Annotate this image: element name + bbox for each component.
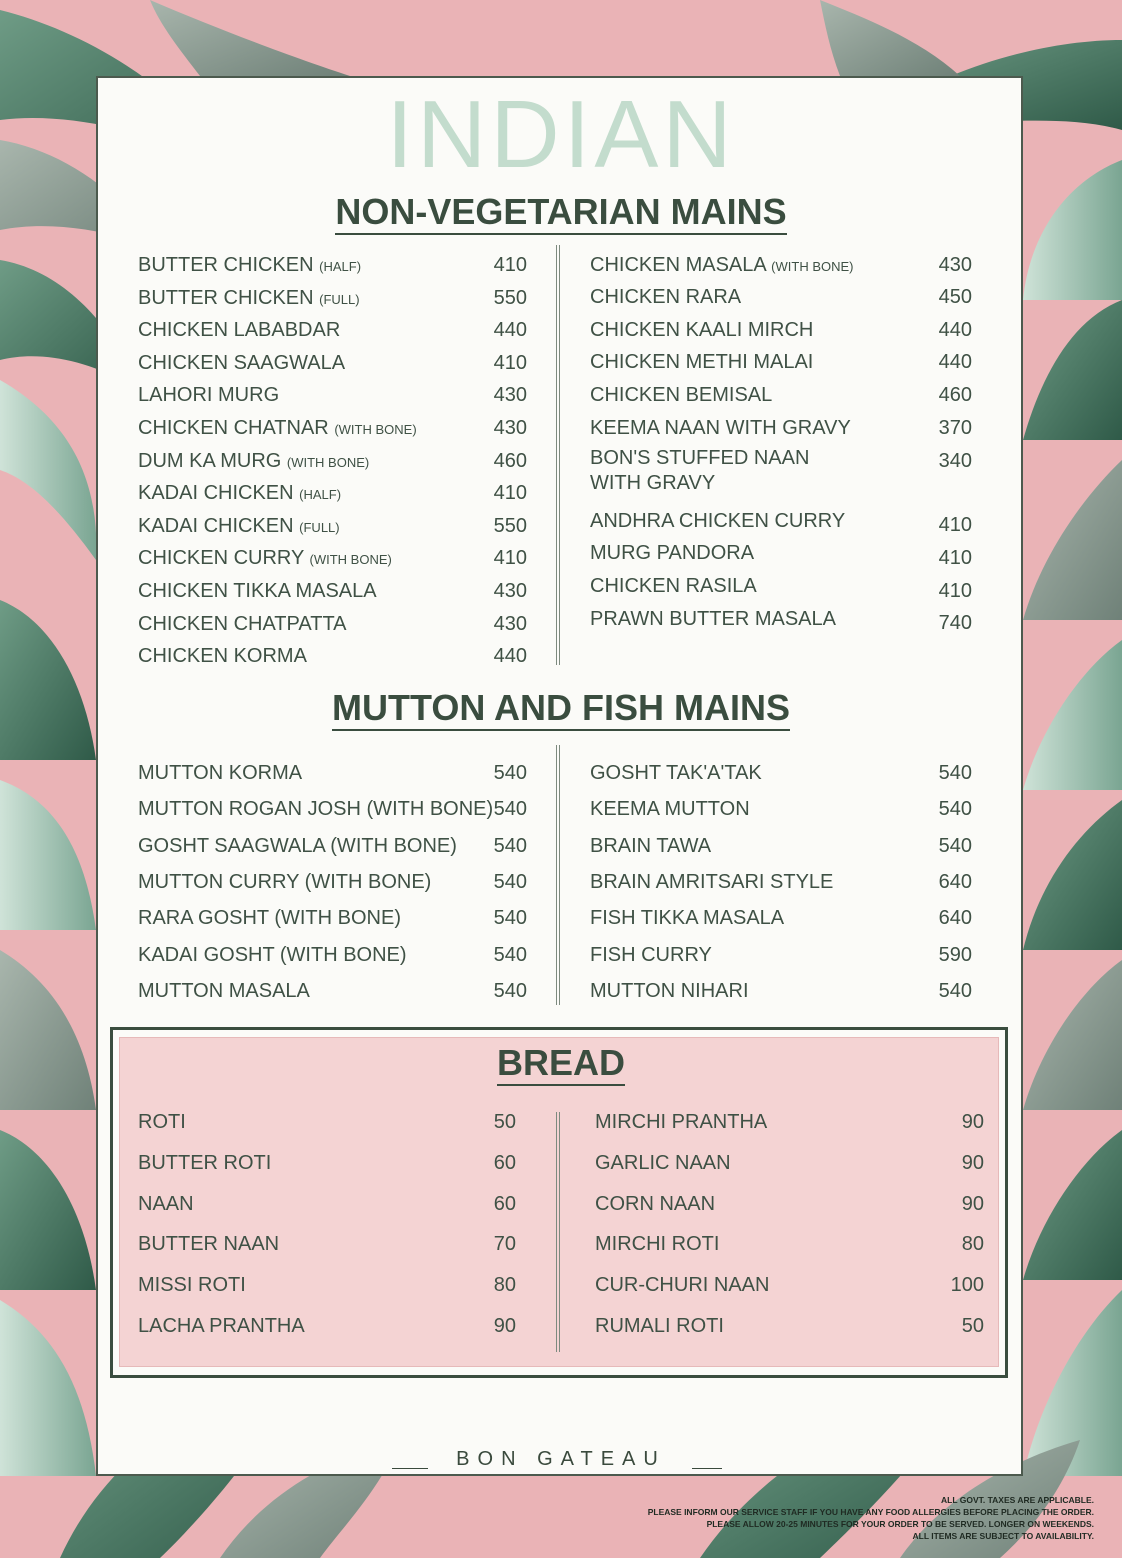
menu-item-label: BRAIN AMRITSARI STYLE	[590, 870, 834, 893]
menu-item-label: BRAIN TAWA	[590, 834, 712, 857]
menu-item-label: CUR-CHURI NAAN	[595, 1274, 770, 1297]
menu-item-price: 740	[938, 612, 972, 634]
menu-item-price: 430	[493, 580, 527, 602]
menu-item-price: 540	[938, 798, 972, 821]
menu-item-name	[590, 762, 762, 785]
menu-item-name	[595, 1233, 719, 1256]
menu-item-name	[138, 384, 279, 407]
menu-item-price: 370	[938, 417, 972, 439]
menu-item-name	[590, 351, 813, 374]
menu-item-label: BUTTER CHICKEN	[138, 254, 314, 276]
menu-item-price: 430	[493, 384, 527, 407]
menu-item-name	[590, 608, 836, 631]
menu-item-price: 410	[938, 547, 972, 569]
menu-item-price: 80	[493, 1274, 516, 1297]
menu-item-price: 440	[938, 319, 972, 341]
menu-item-name	[138, 980, 310, 1003]
heading-bread: BREAD	[0, 1042, 1122, 1084]
menu-item-note: (WITH BONE)	[771, 259, 854, 274]
menu-item-label: MISSI ROTI	[138, 1274, 246, 1297]
footer-line: PLEASE ALLOW 20-25 MINUTES FOR YOUR ORDER TO BE SERVED. LONGER ON WEEKENDS.	[706, 1519, 1094, 1529]
menu-item-label: RARA GOSHT (WITH BONE)	[138, 907, 401, 930]
menu-item-name	[590, 542, 754, 565]
menu-item-label: MUTTON KORMA	[138, 762, 303, 784]
menu-item-label: CHICKEN KAALI MIRCH	[590, 319, 814, 341]
menu-item-price: 460	[938, 384, 972, 406]
menu-item-label: MURG PANDORA	[590, 542, 755, 564]
menu-item-name	[590, 835, 711, 858]
menu-item-note: (HALF)	[299, 487, 342, 503]
menu-item-price: 540	[493, 798, 527, 821]
menu-item-price: 550	[493, 514, 527, 537]
menu-item-note: (FULL)	[319, 291, 360, 307]
menu-item-name	[138, 798, 493, 821]
menu-item-label: MUTTON ROGAN JOSH (WITH BONE)	[138, 798, 494, 821]
menu-item-price: 550	[493, 286, 527, 309]
menu-item-price: 100	[950, 1274, 984, 1297]
brand-name: BON GATEAU	[456, 1448, 666, 1470]
menu-item-label: BON'S STUFFED NAAN	[590, 447, 810, 469]
menu-item-label: LACHA PRANTHA	[138, 1315, 305, 1337]
menu-item-name	[138, 254, 361, 277]
menu-item-label: DUM KA MURG	[138, 449, 282, 472]
menu-item-label: LAHORI MURG	[138, 384, 280, 407]
menu-item-price: 640	[938, 907, 972, 930]
menu-item-label: CHICKEN LABABDAR	[138, 319, 341, 342]
menu-item-name	[590, 944, 712, 967]
menu-item-note: (WITH BONE)	[286, 454, 370, 470]
menu-item-name	[595, 1193, 715, 1216]
brand-rule-right	[692, 1468, 722, 1469]
menu-item-price: 90	[961, 1111, 984, 1133]
menu-item-price: 640	[938, 870, 972, 893]
menu-item-price: 540	[938, 834, 972, 857]
menu-item-label: BUTTER ROTI	[138, 1151, 272, 1174]
column-divider	[556, 1112, 560, 1352]
menu-item-name	[138, 1233, 279, 1256]
menu-item-price: 540	[493, 762, 527, 784]
menu-item-name	[138, 645, 307, 668]
menu-item-price: 430	[493, 417, 527, 439]
footer-line: ALL GOVT. TAXES ARE APPLICABLE.	[940, 1495, 1094, 1505]
column-divider	[556, 745, 560, 1005]
footer-line: PLEASE INFORM OUR SERVICE STAFF IF YOU HAVE ANY FOOD ALLERGIES BEFORE PLACING THE ORDER.	[647, 1507, 1094, 1517]
menu-item-name	[595, 1315, 724, 1338]
menu-item-price: 50	[493, 1111, 516, 1133]
menu-item-label: PRAWN BUTTER MASALA	[590, 608, 836, 630]
menu-item-label: CHICKEN MASALA	[590, 254, 766, 276]
menu-item-label: GOSHT SAAGWALA (WITH BONE)	[138, 834, 457, 857]
menu-item-label: BUTTER CHICKEN	[138, 286, 314, 309]
menu-item-label: CHICKEN CHATPATTA	[138, 612, 347, 635]
menu-item-label-line2: WITH GRAVY	[590, 472, 716, 494]
menu-item-label: MIRCHI ROTI	[595, 1233, 720, 1256]
menu-item-price: 440	[938, 351, 972, 373]
menu-item-label: CHICKEN METHI MALAI	[590, 351, 814, 373]
menu-item-price: 410	[493, 254, 527, 276]
menu-item-name	[590, 575, 757, 598]
menu-item-price: 60	[493, 1151, 516, 1174]
menu-item-note: (WITH BONE)	[309, 552, 392, 568]
menu-item-price: 410	[493, 482, 527, 505]
menu-item-price: 460	[493, 449, 527, 472]
menu-item-label: CHICKEN TIKKA MASALA	[138, 580, 377, 602]
menu-item-price: 450	[938, 286, 972, 308]
menu-item-name	[138, 319, 340, 342]
menu-item-price: 90	[961, 1151, 984, 1174]
menu-item-name	[590, 446, 809, 496]
menu-item-name	[138, 762, 302, 785]
menu-item-name	[590, 286, 741, 309]
menu-item-name	[138, 287, 360, 310]
menu-item-label: CHICKEN KORMA	[138, 645, 307, 668]
menu-item-name	[595, 1111, 767, 1134]
menu-item-price: 50	[961, 1315, 984, 1337]
menu-item-label: FISH CURRY	[590, 943, 712, 966]
menu-item-price: 440	[493, 319, 527, 342]
menu-title: INDIAN	[386, 81, 736, 188]
menu-item-price: 90	[961, 1192, 984, 1215]
menu-item-label: CHICKEN RASILA	[590, 575, 757, 597]
menu-item-label: GARLIC NAAN	[595, 1151, 731, 1174]
menu-item-name	[590, 798, 750, 821]
menu-item-name	[138, 907, 401, 930]
menu-item-price: 410	[938, 514, 972, 536]
menu-item-name	[138, 580, 377, 603]
menu-item-note: (HALF)	[319, 259, 362, 274]
menu-item-price: 540	[938, 979, 972, 1002]
menu-item-name	[590, 417, 851, 440]
menu-item-price: 70	[493, 1233, 516, 1256]
menu-item-label: FISH TIKKA MASALA	[590, 907, 785, 930]
menu-item-label: MUTTON MASALA	[138, 979, 310, 1002]
menu-item-name	[138, 1193, 194, 1216]
menu-item-name	[138, 1274, 246, 1297]
menu-item-price: 440	[493, 645, 527, 668]
menu-item-price: 410	[493, 547, 527, 570]
menu-item-price: 590	[938, 943, 972, 966]
menu-item-label: CHICKEN CHATNAR	[138, 417, 329, 439]
menu-item-name	[138, 835, 457, 858]
menu-item-name	[138, 1111, 186, 1134]
menu-item-name	[138, 1315, 305, 1338]
menu-item-label: GOSHT TAK'A'TAK	[590, 762, 762, 784]
menu-item-label: KADAI GOSHT (WITH BONE)	[138, 943, 407, 966]
menu-item-label: CHICKEN RARA	[590, 286, 742, 308]
menu-item-price: 90	[493, 1315, 516, 1337]
heading-non-veg: NON-VEGETARIAN MAINS	[0, 191, 1122, 233]
menu-item-price: 540	[493, 979, 527, 1002]
menu-item-price: 540	[493, 907, 527, 930]
menu-item-price: 540	[938, 762, 972, 784]
menu-item-note: (FULL)	[299, 519, 340, 535]
menu-item-name	[590, 871, 833, 894]
menu-item-label: BUTTER NAAN	[138, 1233, 280, 1256]
menu-item-name	[590, 254, 854, 277]
menu-item-name	[138, 482, 341, 505]
menu-item-label: KEEMA NAAN WITH GRAVY	[590, 417, 851, 439]
menu-item-name	[590, 319, 813, 342]
menu-item-price: 410	[493, 351, 527, 374]
menu-item-price: 430	[938, 254, 972, 276]
menu-item-name	[590, 980, 749, 1003]
menu-item-name	[590, 510, 845, 533]
menu-item-name	[595, 1152, 731, 1175]
menu-item-price: 540	[493, 943, 527, 966]
menu-item-name	[138, 450, 369, 473]
menu-item-price: 540	[493, 870, 527, 893]
menu-item-name	[138, 352, 345, 375]
menu-item-label: MUTTON NIHARI	[590, 979, 749, 1002]
menu-item-label: CHICKEN CURRY	[138, 547, 304, 570]
menu-item-price: 430	[493, 612, 527, 635]
menu-item-name	[590, 907, 784, 930]
column-divider	[556, 245, 560, 665]
menu-item-label: CORN NAAN	[595, 1192, 716, 1215]
menu-item-price: 340	[938, 450, 972, 472]
menu-item-label: CHICKEN SAAGWALA	[138, 351, 346, 374]
menu-item-price: 410	[938, 580, 972, 602]
menu-item-name	[138, 613, 347, 636]
menu-item-price: 80	[961, 1233, 984, 1256]
menu-item-name	[590, 384, 772, 407]
menu-item-name	[138, 417, 417, 440]
menu-item-name	[138, 944, 407, 967]
footer-line: ALL ITEMS ARE SUBJECT TO AVAILABILITY.	[912, 1531, 1094, 1541]
menu-item-label: ANDHRA CHICKEN CURRY	[590, 510, 846, 532]
menu-item-name	[595, 1274, 769, 1297]
menu-item-label: KADAI CHICKEN	[138, 482, 294, 505]
menu-item-price: 60	[493, 1192, 516, 1215]
heading-mutton-fish: MUTTON AND FISH MAINS	[0, 687, 1122, 729]
menu-item-label: ROTI	[138, 1111, 186, 1133]
menu-item-label: MIRCHI PRANTHA	[595, 1111, 768, 1133]
menu-item-label: CHICKEN BEMISAL	[590, 384, 773, 406]
footer-notes	[648, 1494, 1094, 1542]
menu-item-name	[138, 515, 340, 538]
menu-item-name	[138, 1152, 271, 1175]
menu-item-name	[138, 547, 392, 570]
menu-item-label: RUMALI ROTI	[595, 1315, 724, 1337]
menu-item-label: KADAI CHICKEN	[138, 514, 294, 537]
menu-item-label: NAAN	[138, 1192, 194, 1215]
menu-item-label: KEEMA MUTTON	[590, 798, 750, 821]
menu-item-name	[138, 871, 431, 894]
menu-item-note: (WITH BONE)	[334, 422, 417, 437]
menu-item-label: MUTTON CURRY (WITH BONE)	[138, 870, 432, 893]
menu-item-price: 540	[493, 834, 527, 857]
